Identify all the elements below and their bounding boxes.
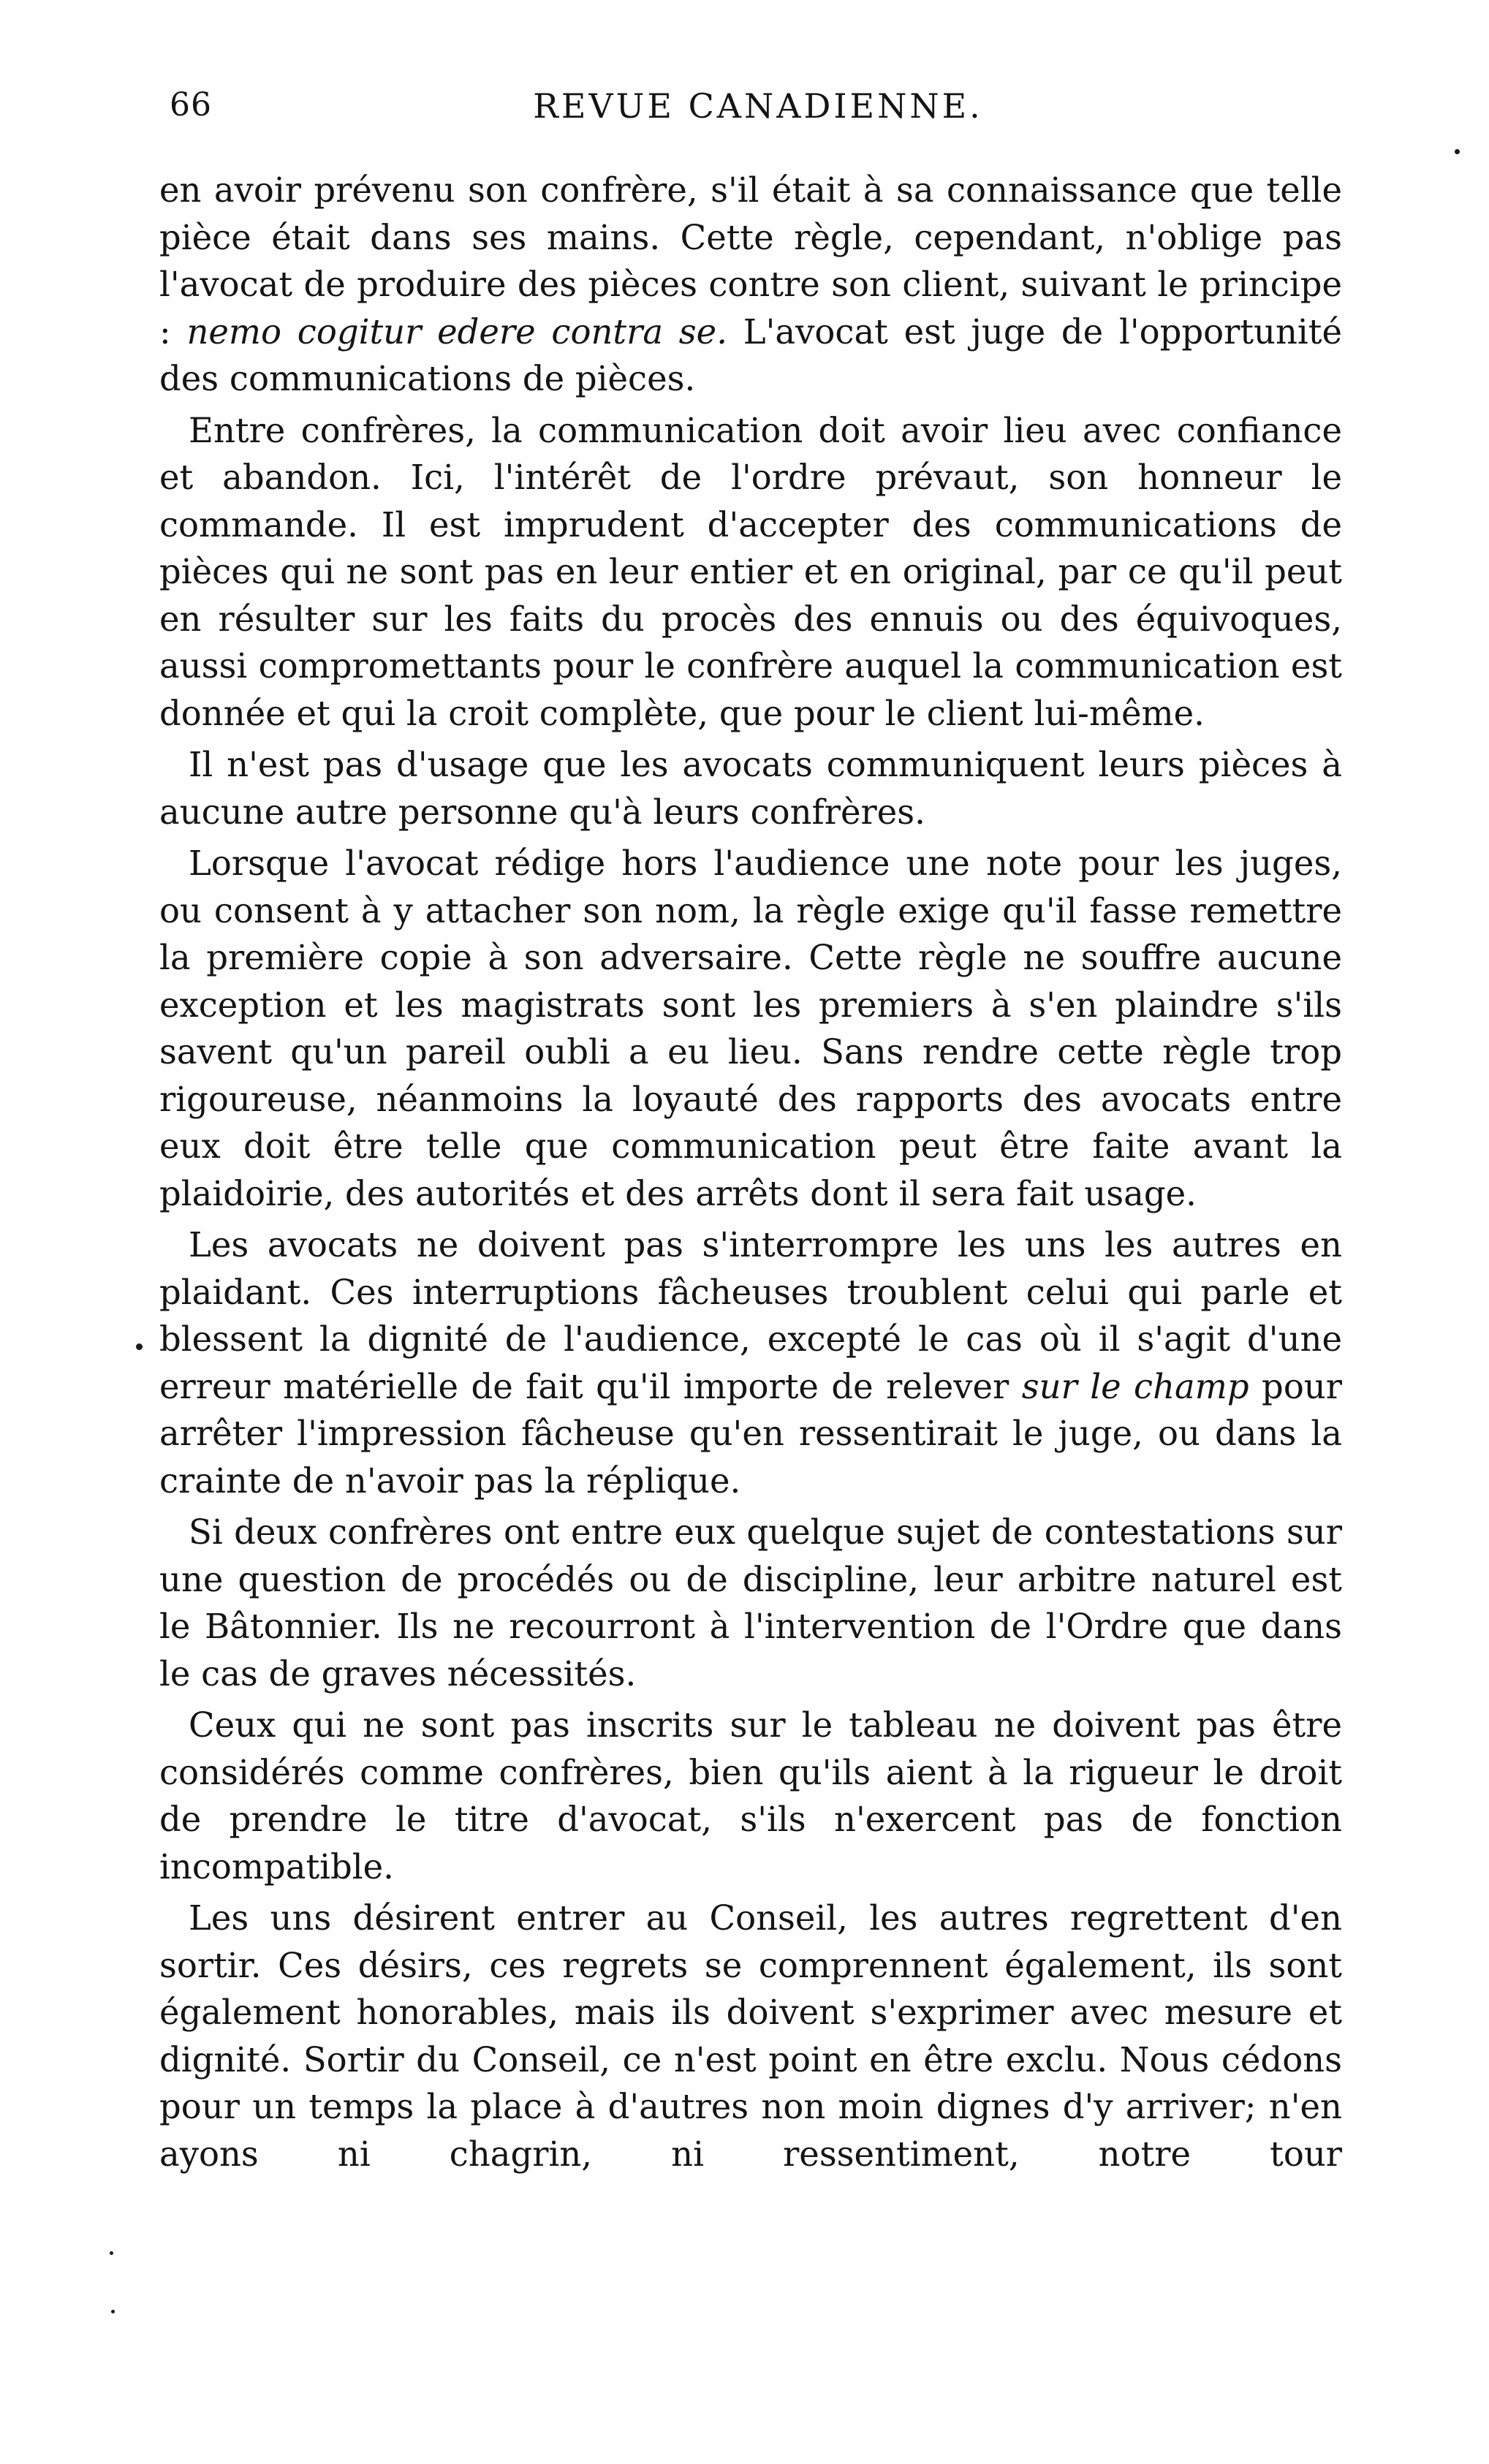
page-header <box>170 86 1346 145</box>
text-segment: en avoir prévenu son confrère, s'il était à sa connaissance que telle pièce était dans ses mains. Cette règle, cependant, n'oblige pas l'avocat de produire des pièces contre son client, suivant le principe : <box>159 170 1342 352</box>
text-segment: Les uns désirent entrer au Conseil, les autres regrettent d'en sortir. Ces désirs, ces regrets se comprennent également, ils sont également honorables, mais ils doivent s'exprimer avec mesure et dignité. Sortir du Conseil, ce n'est point en être exclu. Nous cédons pour un temps la place à d'autres non moin dignes d'y arriver; n'en ayons ni chagrin, ni ressentiment, notre tour <box>159 1898 1342 2174</box>
print-speck <box>110 2251 113 2255</box>
paragraph-1 <box>159 167 1342 403</box>
italic-phrase: sur le champ <box>1021 1366 1249 1406</box>
print-speck <box>111 2310 115 2313</box>
text-segment: Ceux qui ne sont pas inscrits sur le tableau ne doivent pas être considérés comme confrères, bien qu'ils aient à la rigueur le droit de prendre le titre d'avocat, s'ils n'exercent pas de fonction incompatible. <box>159 1705 1342 1887</box>
paragraph-2 <box>159 407 1342 738</box>
text-segment: Entre confrères, la communication doit avoir lieu avec confiance et abandon. Ici, l'intérêt de l'ordre prévaut, son honneur le commande. Il est imprudent d'accepter des communications de pièces qui ne sont pas en leur entier et en original, par ce qu'il peut en résulter sur les faits du procès des ennuis ou des équivoques, aussi compromettants pour le confrère auquel la communication est donnée et qui la croit complète, que pour le client lui-même. <box>159 410 1342 733</box>
text-segment: Lorsque l'avocat rédige hors l'audience une note pour les juges, ou consent à y attacher son nom, la règle exige qu'il fasse remettre la première copie à son adversaire. Cette règle ne souffre aucune exception et les magistrats sont les premiers à s'en plaindre s'ils savent qu'un pareil oubli a eu lieu. Sans rendre cette règle trop rigoureuse, néanmoins la loyauté des rapports des avocats entre eux doit être telle que communication peut être faite avant la plaidoirie, des autorités et des arrêts dont il sera fait usage. <box>159 844 1342 1213</box>
page-number: 66 <box>170 86 212 124</box>
paragraph-3 <box>159 741 1342 835</box>
paragraph-7 <box>159 1702 1342 1890</box>
latin-maxim: nemo cogitur edere contra se. <box>186 311 727 352</box>
paragraph-8 <box>159 1895 1342 2177</box>
print-speck <box>136 1343 143 1350</box>
print-speck <box>1455 149 1460 154</box>
body-text <box>159 167 1342 2182</box>
paragraph-5 <box>159 1221 1342 1504</box>
paragraph-6 <box>159 1509 1342 1697</box>
text-segment: Il n'est pas d'usage que les avocats communiquent leurs pièces à aucune autre personne qu'à leurs confrères. <box>159 745 1342 832</box>
running-title: REVUE CANADIENNE. <box>533 86 983 126</box>
text-segment: Les avocats ne doivent pas s'interrompre les uns les autres en plaidant. Ces interruptions fâcheuses troublent celui qui parle et blessent la dignité de l'audience, excepté le cas où il s'agit d'une erreur matérielle de fait qu'il importe de relever <box>159 1225 1342 1406</box>
text-segment: L'avocat est juge de l'opportunité des communications de pièces. <box>159 311 1343 398</box>
paragraph-4 <box>159 840 1342 1217</box>
text-segment: pour arrêter l'impression fâcheuse qu'en ressentirait le juge, ou dans la crainte de n'avoir pas la réplique. <box>159 1366 1342 1501</box>
text-segment: Si deux confrères ont entre eux quelque sujet de contestations sur une question de procédés ou de discipline, leur arbitre naturel est le Bâtonnier. Ils ne recourront à l'intervention de l'Ordre que dans le cas de graves nécessités. <box>159 1512 1342 1694</box>
